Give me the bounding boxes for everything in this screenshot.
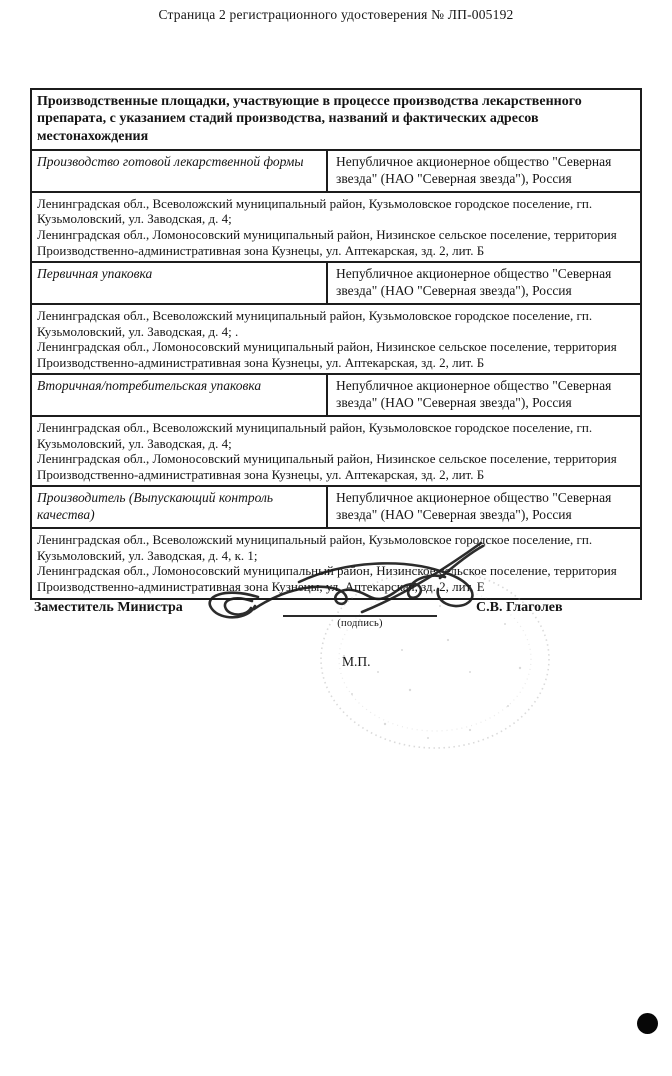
company-cell: Непубличное акционерное общество "Северная звезда" (НАО "Северная звезда"), Россия [336,266,612,299]
table-row-primary-packaging [32,261,640,303]
table-title: Производственные площадки, участвующие в процессе производства лекарственного препарата, с указанием стадий производства, названий и фактических адресов местонахождения [37,94,582,144]
address-cell [32,303,640,373]
stage-cell: Вторичная/потребительская упаковка [32,375,328,415]
address-cell [32,415,640,485]
company-cell: Непубличное акционерное общество "Северная звезда" (НАО "Северная звезда"), Россия [336,154,612,186]
stage-cell: Производство готовой лекарственной формы [32,151,328,191]
company-cell: Непубличное акционерное общество "Северная звезда" (НАО "Северная звезда"), Россия [336,490,612,523]
address-line: Ленинградская обл., Всеволожский муниципальный район, Кузьмоловское городское поселение, гп. Кузьмоловский, ул. Заводская, д. 4, к. 1; [37,532,593,563]
address-line: Ленинградская обл., Всеволожский муниципальный район, Кузьмоловское городское поселение, гп. Кузьмоловский, ул. Заводская, д. 4; [37,420,593,451]
address-line: Ленинградская обл., Всеволожский муниципальный район, Кузьмоловское городское поселение, гп. Кузьмоловский, ул. Заводская, д. 4; . [37,307,593,339]
stage-cell: Производитель (Выпускающий контроль качества) [32,487,328,527]
page-title: Страница 2 регистрационного удостоверения № ЛП-005192 [158,7,514,22]
signature-caption: (подпись) [337,618,383,629]
address-line: Ленинградская обл., Всеволожский муниципальный район, Кузьмоловское городское поселение, гп. Кузьмоловский, ул. Заводская, д. 4; [37,195,593,227]
signer-name: С.В. Глаголев [476,600,563,615]
signer-title: Заместитель Министра [34,600,183,615]
company-cell: Непубличное акционерное общество "Северная звезда" (НАО "Северная звезда"), Россия [336,378,612,411]
stage-cell: Первичная упаковка [32,263,328,303]
address-cell [32,191,640,261]
address-line: Ленинградская обл., Ломоносовский муниципальный район, Низинское сельское поселение, территория Производственно-административная зона Кузнецы, ул. Аптекарская, зд. 2, лит. Б [37,227,617,258]
signature-line [283,615,437,617]
table-row-finished-form [32,149,640,191]
address-line: Ленинградская обл., Ломоносовский муниципальный район, Низинское сельское поселение, территория Производственно-административная зона Кузнецы, ул. Аптекарская, зд. 2, лит. Б [37,339,617,370]
punch-hole-dot [637,1013,658,1034]
seal-place-label: М.П. [342,654,371,669]
address-line: Ленинградская обл., Ломоносовский муниципальный район, Низинское сельское поселение, территория Производственно-административная зона Кузнецы, ул. Аптекарская, зд. 2, лит. Е [37,563,617,594]
address-line: Ленинградская обл., Ломоносовский муниципальный район, Низинское сельское поселение, территория Производственно-административная зона Кузнецы, ул. Аптекарская, зд. 2, лит. Б [37,451,617,482]
table-row-secondary-packaging [32,373,640,415]
